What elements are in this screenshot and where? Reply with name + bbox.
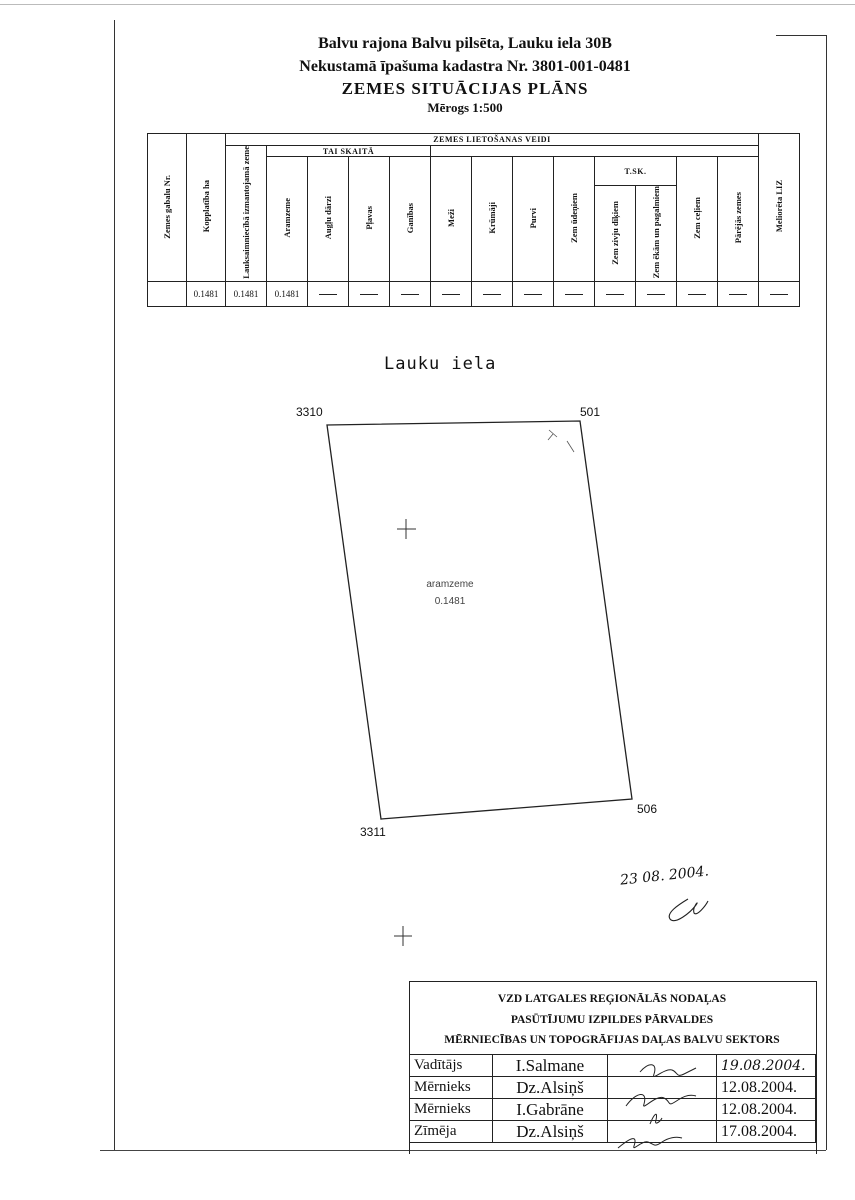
stamp-line-3: MĒRNIECĪBAS UN TOPOGRĀFIJAS DAĻAS BALVU SEKTORS	[444, 1034, 780, 1046]
street-label: Lauku iela	[384, 354, 497, 374]
col-buildings: Zem ēkām un pagalmiem	[650, 186, 661, 279]
crosshair-marker	[394, 926, 412, 946]
val-agri-land: 0.1481	[226, 281, 267, 306]
val-arable: 0.1481	[267, 281, 308, 306]
role-cell: Vadītājs	[410, 1055, 493, 1077]
col-melioration: Meliorēta LIZ	[773, 180, 784, 233]
col-ponds: Zem zivju dīķiem	[609, 200, 620, 265]
table-row	[410, 1055, 816, 1077]
col-shrubs: Krūmāji	[486, 202, 497, 234]
tsk-header: T.SK.	[595, 157, 677, 186]
role-cell: Zīmēja	[410, 1121, 493, 1143]
table-row	[410, 1077, 816, 1099]
col-roads: Zem ceļiem	[691, 196, 702, 239]
col-parcel-no: Zemes gabalu Nr.	[161, 174, 172, 239]
col-total-area: Kopplatība ha	[200, 180, 211, 233]
role-cell: Mērnieks	[410, 1099, 493, 1121]
date-cell: 17.08.2004.	[717, 1121, 816, 1143]
signature-cell	[608, 1099, 717, 1121]
cadastre-number-line: Nekustamā īpašuma kadastra Nr. 3801-001-0481	[299, 58, 631, 75]
col-orchards: Augļu dārzi	[322, 196, 333, 240]
date-cell: 12.08.2004.	[717, 1099, 816, 1121]
col-agri-land: Lauksaimniecībā izmantojamā zeme	[240, 146, 251, 279]
name-cell: I.Gabrāne	[493, 1099, 608, 1121]
table-row	[410, 1121, 816, 1143]
signatures-table	[409, 1054, 816, 1143]
signature-scribble	[669, 899, 708, 921]
signature-cell	[608, 1121, 717, 1143]
col-forests: Meži	[445, 208, 456, 227]
table-row	[410, 1099, 816, 1121]
tai-skaita-header: TAI SKAITĀ	[267, 146, 431, 157]
col-meadows: Pļavas	[363, 206, 374, 230]
signature-cell	[608, 1055, 717, 1077]
point-501: 501	[580, 405, 601, 419]
col-other: Pārējās zemes	[732, 192, 743, 244]
point-506: 506	[637, 802, 658, 816]
handwritten-date: 23 08. 2004.	[619, 863, 710, 889]
stamp-line-2: PASŪTĪJUMU IZPILDES PĀRVALDES	[510, 1014, 714, 1026]
crosshair-marker	[397, 519, 416, 539]
date-cell: 12.08.2004.	[717, 1077, 816, 1099]
col-pastures: Ganības	[404, 202, 415, 233]
corner-tick-mark	[548, 430, 574, 452]
signature-cell	[608, 1077, 717, 1099]
val-total-area: 0.1481	[187, 281, 226, 306]
col-arable: Aramzeme	[281, 198, 292, 238]
address-line: Balvu rajona Balvu pilsēta, Lauku iela 30B	[318, 35, 612, 52]
name-cell: Dz.Alsiņš	[493, 1077, 608, 1099]
parcel-land-type: aramzeme	[426, 579, 474, 590]
stamp-line-1: VZD LATGALES REĢIONĀLĀS NODAĻAS	[497, 993, 727, 1005]
document-title: ZEMES SITUĀCIJAS PLĀNS	[341, 79, 589, 98]
land-use-types-header: ZEMES LIETOŠANAS VEIDI	[226, 134, 759, 146]
scale-label: Mērogs 1:500	[427, 100, 503, 115]
parcel-area: 0.1481	[434, 596, 466, 607]
col-swamps: Purvi	[527, 207, 538, 228]
name-cell: Dz.Alsiņš	[493, 1121, 608, 1143]
point-3311: 3311	[360, 825, 386, 839]
date-cell: 19.08.2004.	[717, 1055, 816, 1077]
point-3310: 3310	[296, 405, 323, 419]
col-water: Zem ūdeņiem	[568, 192, 579, 243]
name-cell: I.Salmane	[493, 1055, 608, 1077]
parcel-boundary	[327, 421, 632, 819]
role-cell: Mērnieks	[410, 1077, 493, 1099]
